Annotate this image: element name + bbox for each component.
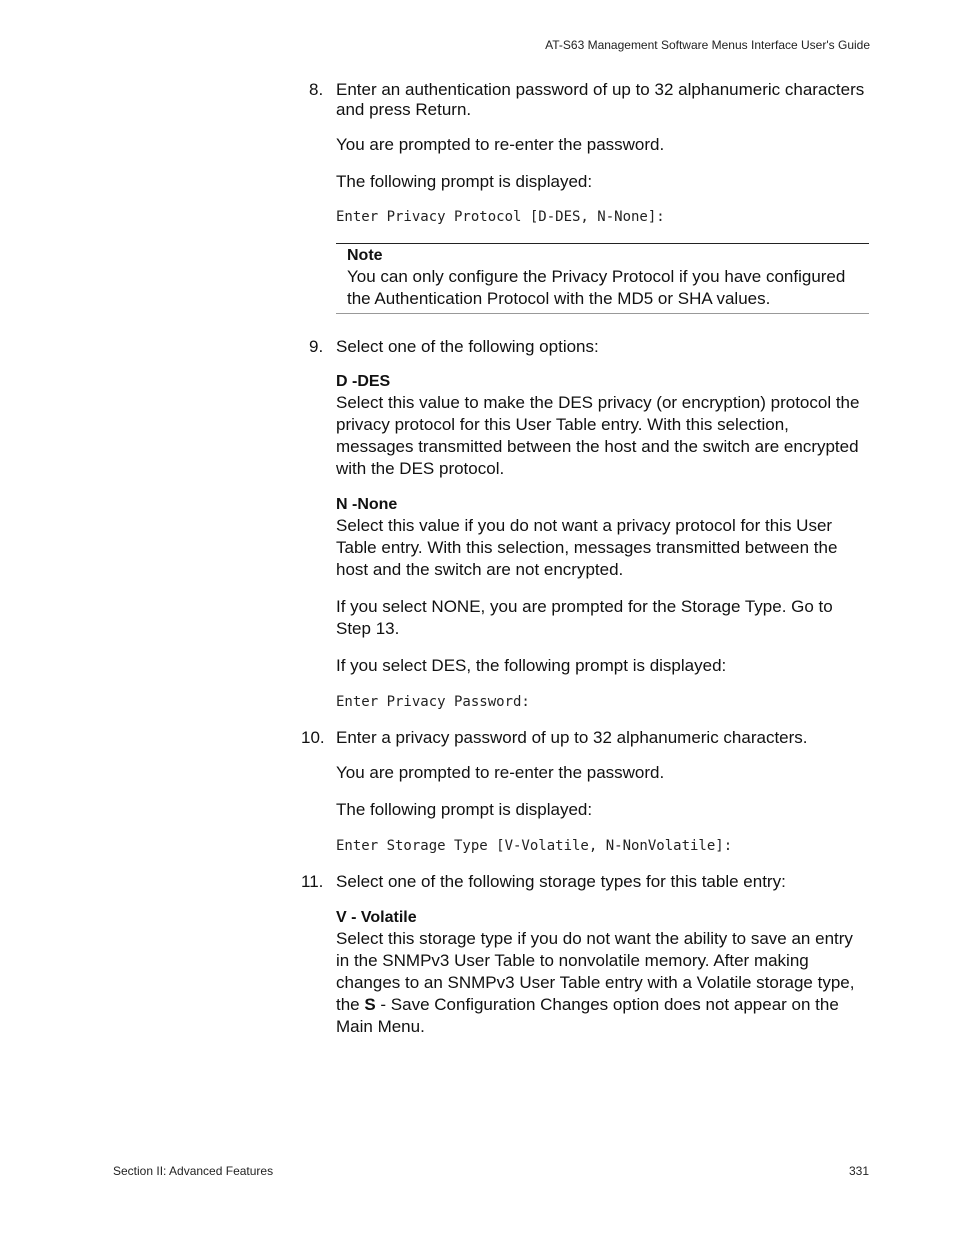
definition-text [336,928,869,1038]
definition-term: N -None [336,496,398,513]
code-prompt: Enter Privacy Protocol [D-DES, N-None]: [336,209,665,225]
paragraph: The following prompt is displayed: [336,800,593,819]
code-prompt: Enter Privacy Password: [336,694,530,710]
paragraph: The following prompt is displayed: [336,172,593,191]
note-box [336,243,869,314]
step-11 [301,872,869,892]
page-number: 331 [848,1164,869,1178]
note-title: Note [347,247,383,264]
definition [336,495,869,581]
step-text: Enter a privacy password of up to 32 alphanumeric characters. [336,728,808,747]
step-text: Enter an authentication password of up to 32 alphanumeric characters and press Return. [336,80,865,119]
definition-text: Select this value if you do not want a privacy protocol for this User Table entry. With this selection, messages transmitted between the host and the switch are not encrypted. [336,516,838,579]
definition-text-part: Select this storage type if you do not want the ability to save an entry in the SNMPv3 User Table to nonvolatile memory. After making changes to an SNMPv3 User Table entry with a Volatile storage type, the [336,929,855,1014]
page-body [301,80,869,1038]
paragraph: If you select NONE, you are prompted for the Storage Type. Go to Step 13. [336,597,833,638]
step-number: 9. [309,337,324,356]
step-text: Select one of the following options: [336,337,599,356]
step-9 [309,337,869,357]
footer-section: Section II: Advanced Features [113,1164,274,1178]
running-header: AT-S63 Management Software Menus Interface User's Guide [545,38,870,52]
step-number: 10. [301,728,325,747]
step-number: 11. [301,872,324,891]
definition-text: Select this value to make the DES privacy (or encryption) protocol the privacy protocol for this User Table entry. With this selection, messages transmitted between the host and the switch are encrypted with the DES protocol. [336,393,860,478]
step-number: 8. [309,80,324,99]
definition [336,372,869,480]
definition-term: D -DES [336,373,391,390]
step-8 [309,80,869,120]
save-option-key: S [364,995,376,1014]
step-text: Select one of the following storage types for this table entry: [336,872,786,891]
definition-term: V - Volatile [336,909,417,926]
paragraph: You are prompted to re-enter the password. [336,763,665,782]
step-10 [301,728,869,748]
note-text: You can only configure the Privacy Protocol if you have configured the Authentication Protocol with the MD5 or SHA values. [347,267,846,308]
definition-text-part: - Save Configuration Changes option does not appear on the Main Menu. [336,995,839,1036]
paragraph: If you select DES, the following prompt is displayed: [336,656,727,675]
paragraph: You are prompted to re-enter the password. [336,135,665,154]
code-prompt: Enter Storage Type [V-Volatile, N-NonVolatile]: [336,838,733,854]
definition [336,908,869,1038]
